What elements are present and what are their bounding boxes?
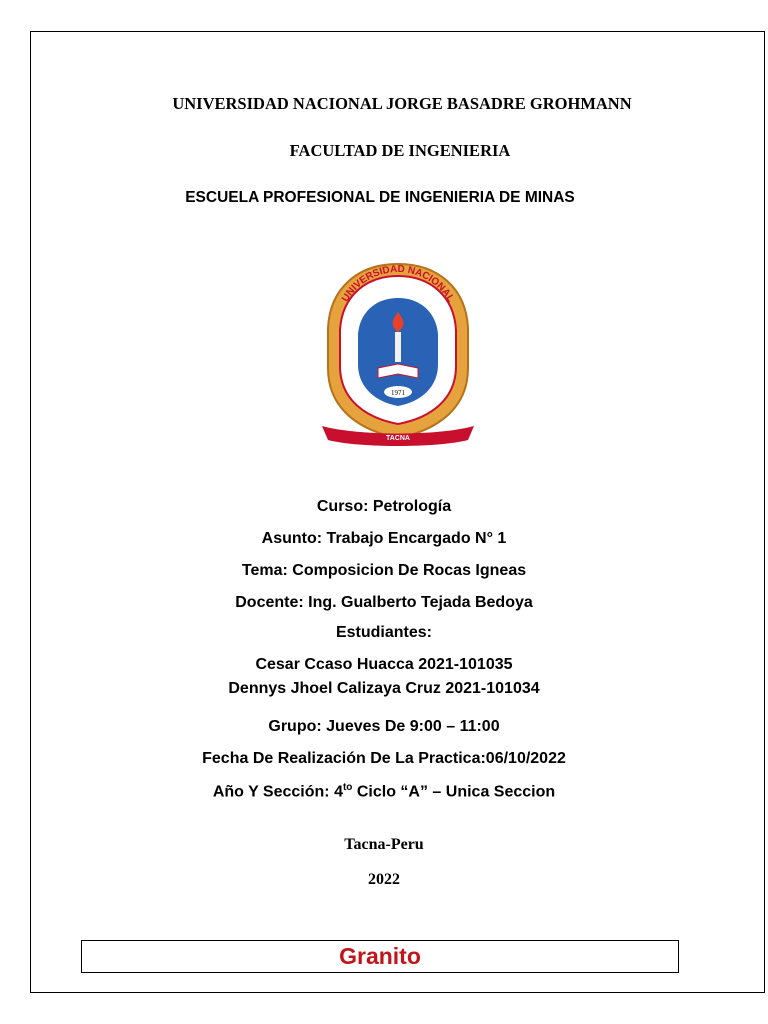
university-name: UNIVERSIDAD NACIONAL JORGE BASADRE GROHMANN [172,94,632,113]
group-line: Grupo: Jueves De 9:00 – 11:00 [268,718,500,735]
student-item: Cesar Ccaso Huacca 2021-101035 [255,656,513,673]
seal-ribbon-text: TACNA [386,435,410,442]
seal-top-text: UNIVERSIDAD NACIONAL [340,263,456,304]
year-section-line [0,782,768,801]
document-title: Granito [339,943,421,969]
document-year: 2022 [368,871,400,888]
course-line: Curso: Petrología [316,498,452,515]
city-line: Tacna-Peru [344,836,424,853]
teacher-line: Docente: Ing. Gualberto Tejada Bedoya [235,594,533,611]
topic-line: Tema: Composicion De Rocas Igneas [241,562,527,579]
university-seal-logo [318,258,478,448]
year-section-suffix: Ciclo “A” – Unica Seccion [352,783,556,801]
subject-line: Asunto: Trabajo Encargado N° 1 [261,530,507,547]
seal-year-text: 1971 [391,389,405,397]
students-label: Estudiantes: [335,624,432,641]
date-line: Fecha De Realización De La Practica:06/10/2022 [202,750,566,767]
year-section-superscript: to [342,782,353,793]
year-section-prefix: Año Y Sección: 4 [212,783,343,801]
title-box [81,940,679,973]
school-name: ESCUELA PROFESIONAL DE INGENIERIA DE MINAS [185,189,575,206]
student-item: Dennys Jhoel Calizaya Cruz 2021-101034 [228,680,540,697]
faculty-name: FACULTAD DE INGENIERIA [289,141,511,160]
